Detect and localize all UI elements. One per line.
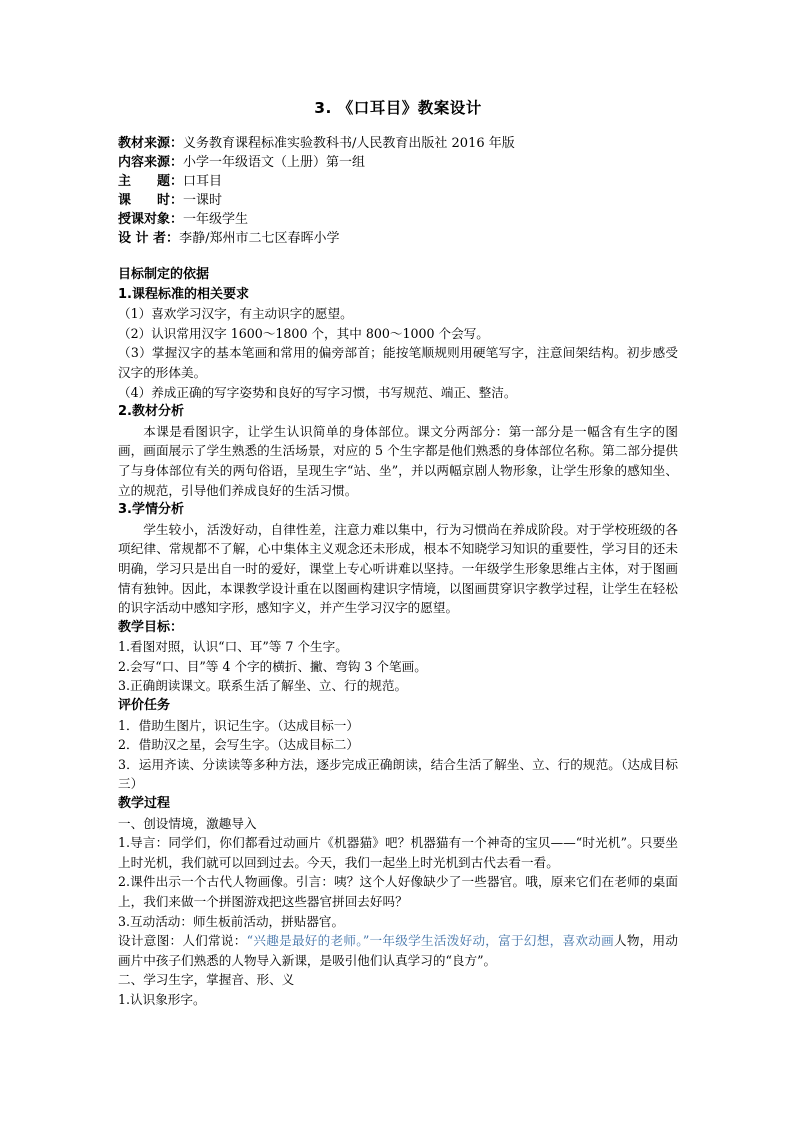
design-intent-label: 设计意图：人们常说： [118, 933, 247, 949]
meta-row-content [118, 153, 515, 172]
meta-value: 口耳目 [183, 174, 223, 189]
section-heading-process: 教学过程 [118, 796, 171, 812]
goal-item: 1.看图对照，认识“口、耳”等 7 个生字。 [118, 639, 348, 655]
design-intent-rest: 人物，用动画片中孩子们熟悉的人物导入新课，是吸引他们认真学习的“良方”。 [118, 933, 679, 968]
task-item: 2．借助汉之星，会写生字。（达成目标二） [118, 737, 359, 753]
process-paragraph: 2.课件出示一个古代人物画像。引言：咦？这个人好像缺少了一些器官。哦，原来它们在老师的桌面上，我们来做一个拼图游戏把这些器官拼回去好吗？ [118, 874, 678, 909]
standards-item: （1）喜欢学习汉字，有主动识字的愿望。 [118, 306, 353, 322]
section-heading-basis: 目标制定的依据 [118, 267, 210, 282]
meta-label: 授课对象： [118, 212, 184, 227]
standards-item: （2）认识常用汉字 1600～1800 个，其中 800～1000 个会写。 [118, 325, 489, 341]
standards-item: （3）掌握汉字的基本笔画和常用的偏旁部首；能按笔顺规则用硬笔写字，注意间架结构。初步感受汉字的形体美。 [118, 345, 678, 380]
document-body [118, 265, 678, 1010]
material-analysis-text: 本课是看图识字，让学生认识简单的身体部位。课文分两部分：第一部分是一幅含有生字的图画，画面展示了学生熟悉的生活场景，对应的 5 个生字都是他们熟悉的身体部位名称。第二部分提供了与身体部位有关的两句俗语，呈现生字“站、坐”，并以两幅京剧人物形象，让学生形象的感知坐、立的规范，引导他们养成良好的生活习惯。 [118, 423, 678, 498]
meta-row-audience [118, 210, 515, 229]
meta-value: 一课时 [183, 193, 223, 208]
meta-row-hours [118, 191, 515, 210]
process-paragraph: 1.认识象形字。 [118, 991, 206, 1007]
task-item: 1．借助生图片，识记生字。（达成目标一） [118, 717, 359, 733]
standards-item: （4）养成正确的写字姿势和良好的写字习惯，书写规范、端正、整洁。 [118, 384, 517, 400]
meta-row-topic [118, 172, 515, 191]
goal-item: 2.会写“口、目”等 4 个字的横折、撇、弯钩 3 个笔画。 [118, 658, 427, 674]
process-paragraph: 1.导言：同学们，你们都看过动画片《机器猫》吧？机器猫有一个神奇的宝贝——“时光机”。只要坐上时光机，我们就可以回到过去。今天，我们一起坐上时光机到古代去看一看。 [118, 835, 678, 870]
meta-label: 主 题： [118, 174, 184, 189]
meta-value: 李静/郑州市二七区春晖小学 [179, 231, 340, 246]
meta-row-source [118, 134, 515, 153]
subsection-heading-students: 3.学情分析 [118, 502, 184, 518]
process-part-heading: 一、创设情境，激趣导入 [118, 815, 257, 831]
process-part-heading: 二、学习生字，掌握音、形、义 [118, 972, 295, 988]
meta-row-designer [118, 229, 515, 248]
meta-label: 设 计 者： [118, 231, 180, 246]
meta-block [118, 134, 515, 248]
subsection-heading-material: 2.教材分析 [118, 404, 184, 420]
design-intent-paragraph [118, 931, 678, 970]
meta-value: 义务教育课程标准实验教科书/人民教育出版社 2016 年版 [183, 136, 515, 151]
subsection-heading-standards: 1.课程标准的相关要求 [118, 286, 249, 302]
meta-label: 课 时： [118, 193, 184, 208]
meta-label: 教材来源： [118, 136, 184, 151]
student-analysis-text: 学生较小，活泼好动，自律性差，注意力难以集中，行为习惯尚在养成阶段。对于学校班级的各项纪律、常规都不了解，心中集体主义观念还未形成，根本不知晓学习知识的重要性，学习目的还未明确，学习只是出自一时的爱好，课堂上专心听讲难以坚持。一年级学生形象思维占主体，对于图画情有独钟。因此，本课教学设计重在以图画构建识字情境，以图画贯穿识字教学过程，让学生在轻松的识字活动中感知字形，感知字义，并产生学习汉字的愿望。 [118, 521, 678, 616]
meta-value: 一年级学生 [183, 212, 249, 227]
meta-label: 内容来源： [118, 155, 184, 170]
section-heading-goals: 教学目标： [118, 619, 184, 635]
page-title: 3. 《口耳目》教案设计 [314, 99, 482, 117]
process-paragraph: 3.互动活动：师生板前活动，拼贴器官。 [118, 913, 345, 929]
goal-item: 3.正确朗读课文。联系生活了解坐、立、行的规范。 [118, 678, 408, 694]
meta-value: 小学一年级语文（上册）第一组 [183, 155, 366, 170]
design-intent-quote: “兴趣是最好的老师。”一年级学生活泼好动，富于幻想，喜欢动画 [246, 933, 614, 949]
section-heading-tasks: 评价任务 [118, 698, 171, 714]
task-item: 3．运用齐读、分读读等多种方法，逐步完成正确朗读，结合生活了解坐、立、行的规范。（达成目标三） [118, 756, 678, 792]
